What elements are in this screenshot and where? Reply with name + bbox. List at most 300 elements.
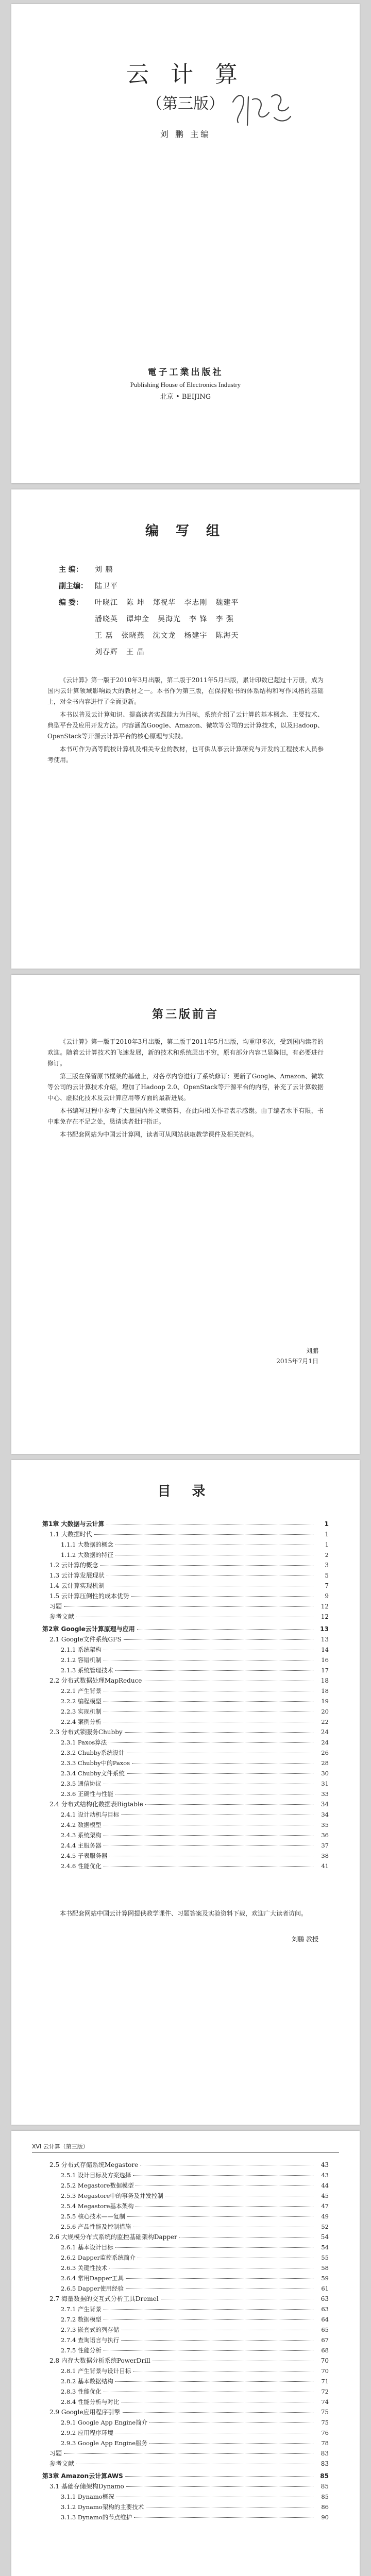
- toc-entry-page: 75: [321, 2419, 329, 2426]
- committee-member: 刘 鹏: [95, 566, 113, 574]
- toc-entry-page: 26: [321, 1749, 329, 1756]
- publisher-block: [11, 365, 360, 401]
- committee-member: 陈 坤: [126, 599, 145, 607]
- toc-entry-label: 2.7.4 查询语言与执行: [61, 2336, 120, 2344]
- toc-entry[interactable]: [42, 2428, 329, 2438]
- toc-leader-dots: [100, 1565, 313, 1566]
- toc-entry-page: 85: [321, 2483, 329, 2490]
- toc-entry-page: 35: [321, 1821, 329, 1828]
- toc-entry-page: 71: [321, 2378, 329, 2385]
- toc-entry-page: 83: [321, 2460, 329, 2467]
- toc-leader-dots: [104, 1835, 313, 1836]
- toc-entry[interactable]: [42, 1686, 329, 1696]
- toc-chapter[interactable]: [42, 1624, 329, 1634]
- toc-entry-label: 2.4.1 设计动机与目标: [61, 1811, 120, 1818]
- toc-entry[interactable]: [42, 2325, 329, 2335]
- toc-entry-page: 63: [321, 2295, 329, 2302]
- toc-entry-label: 2.8.3 性能优化: [61, 2388, 102, 2395]
- toc-entry-page: 65: [321, 2326, 329, 2333]
- toc-entry-page: 33: [321, 1790, 329, 1798]
- toc-leader-dots: [149, 2422, 313, 2423]
- toc-entry-page: 17: [321, 1667, 329, 1674]
- toc-entry-label: 第3章 Amazon云计算AWS: [42, 2472, 123, 2480]
- toc-entry[interactable]: [42, 2273, 329, 2283]
- toc-entry-label: 2.1.2 容错机制: [61, 1656, 102, 1664]
- toc-leader-dots: [94, 1534, 313, 1535]
- toc-entry-page: 1: [325, 1541, 329, 1548]
- toc-entry-page: 74: [321, 2398, 329, 2405]
- toc-entry-label: 2.8.4 性能分析与对比: [61, 2398, 120, 2405]
- toc-entry-page: 41: [321, 1862, 329, 1870]
- toc-entry[interactable]: [42, 2294, 329, 2304]
- toc-entry[interactable]: [42, 2397, 329, 2407]
- toc-entry-label: 参考文献: [49, 1613, 75, 1620]
- toc-entry-label: 2.3.4 Chubby文件系统: [61, 1770, 125, 1777]
- toc-sign: 刘鹏 教授: [292, 1936, 318, 1943]
- committee-role: 编 委：: [59, 599, 83, 607]
- paragraph: 本书可作为高等院校计算机及相关专业的教材，也可供从事云计算研究与开发的工程技术人员参考使用。: [47, 745, 324, 764]
- toc-entry[interactable]: [42, 1581, 329, 1591]
- toc-entry[interactable]: [42, 2263, 329, 2273]
- toc-entry[interactable]: [42, 2335, 329, 2345]
- committee-member: 张晓燕: [121, 632, 145, 640]
- toc-entry-page: 22: [321, 1718, 329, 1725]
- toc-entry-label: 2.8 内存大数据分析系统PowerDrill: [49, 2357, 150, 2364]
- toc-entry[interactable]: [42, 2459, 329, 2469]
- toc-leader-dots: [104, 2309, 313, 2310]
- committee-row: [59, 628, 327, 644]
- toc-entry-label: 1.1.1 大数据的概念: [61, 1541, 113, 1548]
- running-head: XVI 云计算（第三版）: [32, 2142, 339, 2153]
- toc-entry-label: 2.9.2 应用程序环境: [61, 2429, 113, 2436]
- paragraph: 第三版在保留原书框架的基础上，对各章内容进行了系统修订：更新了Google、Amazon、微软等公司的云计算技术介绍，增加了Hadoop 2.0、OpenStack等开源平台的内容，补充了云计算数据中心、虚拟化技术及云计算应用等方面的最新进展。: [47, 1073, 324, 1101]
- toc-entry-page: 47: [321, 2202, 329, 2210]
- committee-member: 李志刚: [184, 599, 208, 607]
- toc-entry-page: 12: [321, 1603, 329, 1610]
- committee-row: [59, 578, 327, 595]
- toc-entry[interactable]: [42, 2417, 329, 2428]
- toc-entry-page: 13: [320, 1625, 329, 1633]
- committee-member: 魏建平: [215, 599, 239, 607]
- toc-entry-label: 2.7.5 性能分析: [61, 2347, 102, 2354]
- toc-entry-page: 55: [321, 2254, 329, 2261]
- toc-entry-label: 2.5 分布式存储系统Megastore: [49, 2161, 139, 2168]
- toc-entry[interactable]: [42, 1539, 329, 1550]
- toc-entry-page: 90: [321, 2514, 329, 2521]
- committee-member: 叶晓江: [95, 599, 118, 607]
- toc-entry-page: 34: [321, 1801, 329, 1808]
- toc-entry-page: 12: [321, 1613, 329, 1620]
- toc-entry-label: 1.2 云计算的概念: [49, 1562, 98, 1569]
- toc-entry[interactable]: [42, 2191, 329, 2201]
- toc-entry[interactable]: [42, 1830, 329, 1840]
- toc-entry-page: 13: [321, 1636, 329, 1643]
- toc-entry-page: 1: [325, 1531, 329, 1538]
- toc-entry-label: 2.7.3 嵌套式的列存储: [61, 2326, 120, 2333]
- toc-leader-dots: [134, 2517, 313, 2518]
- toc-entry-label: 3.1 基础存储架构Dynamo: [49, 2483, 124, 2490]
- toc-entry-page: 61: [321, 2285, 329, 2292]
- toc-entry[interactable]: [42, 1717, 329, 1727]
- toc-leader-dots: [107, 1575, 313, 1576]
- toc-entry-label: 2.2.1 产生背景: [61, 1687, 102, 1694]
- toc-entry-page: 83: [321, 2450, 329, 2457]
- toc-entry-page: 85: [321, 2493, 329, 2500]
- toc-entry-label: 1.1.2 大数据的特征: [61, 1551, 113, 1558]
- committee-list: [59, 562, 327, 660]
- toc-entry-page: 54: [321, 2233, 329, 2241]
- book-edition: （第三版）: [147, 95, 224, 113]
- toc-entry-label: 2.4.6 性能优化: [61, 1862, 102, 1870]
- committee-role: [59, 611, 95, 628]
- toc-leader-dots: [121, 2340, 313, 2341]
- toc-entry[interactable]: [42, 1727, 329, 1737]
- toc-entry[interactable]: [42, 1570, 329, 1581]
- preface-sign-date: 2015年7月1日: [276, 1358, 318, 1365]
- publisher-city: 北京 • BEIJING: [160, 393, 211, 401]
- toc-entry-label: 2.5.4 Megastore基本架构: [61, 2202, 134, 2210]
- preface-title: 第三版前言: [151, 1008, 219, 1021]
- toc-entry-label: 2.3 分布式锁服务Chubby: [49, 1728, 123, 1736]
- committee-member: 沈文龙: [153, 632, 176, 640]
- toc-chapter[interactable]: [42, 2471, 329, 2481]
- toc-entry[interactable]: [42, 1706, 329, 1717]
- toc-entry[interactable]: [42, 2160, 329, 2170]
- toc-entry-label: 第1章 大数据与云计算: [42, 1520, 105, 1528]
- preface-signature: [276, 1346, 318, 1366]
- toc-entry-page: 59: [321, 2275, 329, 2282]
- toc-entry-label: 2.2.3 实现机制: [61, 1708, 102, 1715]
- toc-leader-dots: [179, 2237, 313, 2238]
- toc-entry[interactable]: [42, 1645, 329, 1655]
- book-title: 云 计 算: [126, 61, 245, 88]
- toc-leader-dots: [145, 1804, 313, 1805]
- toc-entry-label: 1.3 云计算发展现状: [49, 1572, 105, 1579]
- toc-entry[interactable]: [42, 2512, 329, 2522]
- toc-entry-label: 2.9.3 Google App Engine服务: [61, 2439, 148, 2447]
- toc-title: 目 录: [157, 1484, 214, 1499]
- toc-entry-label: 2.7.1 产生背景: [61, 2306, 102, 2313]
- committee-names: [95, 578, 327, 595]
- paragraph: 本书配套网站为中国云计算网，读者可从网站获取教学课件及相关资料。: [60, 1131, 258, 1138]
- toc-entry[interactable]: [42, 1675, 329, 1686]
- toc-entry-label: 2.5.5 核心技术——复制: [61, 2213, 125, 2220]
- toc-page-2: [11, 2131, 360, 2576]
- toc-entry-page: 20: [321, 1708, 329, 1715]
- toc-entry[interactable]: [42, 2222, 329, 2232]
- toc-entry-page: 86: [321, 2503, 329, 2511]
- committee-member: 王 晶: [126, 648, 145, 656]
- toc-leader-dots: [127, 1773, 313, 1774]
- toc-entry[interactable]: [42, 1840, 329, 1851]
- toc-entry-page: 5: [325, 1572, 329, 1579]
- committee-title: 编 写 组: [145, 523, 226, 539]
- committee-row: [59, 644, 327, 660]
- toc-leader-dots: [124, 1639, 313, 1640]
- committee-names: [95, 628, 327, 644]
- toc-entry[interactable]: [42, 2492, 329, 2502]
- toc-entry[interactable]: [42, 2345, 329, 2355]
- toc-entry-label: 1.4 云计算实现机制: [49, 1582, 105, 1589]
- toc-entry[interactable]: [42, 2180, 329, 2191]
- committee-role: [59, 644, 95, 660]
- toc-entry[interactable]: [42, 1809, 329, 1820]
- toc-entry-label: 2.6.1 基本设计目标: [61, 2244, 113, 2251]
- toc-entry[interactable]: [42, 2438, 329, 2448]
- toc-entry[interactable]: [42, 1861, 329, 1871]
- toc-entry-label: 习题: [49, 1603, 62, 1610]
- toc-entry-label: 2.5.3 Megastore中的事务及并发控制: [61, 2192, 163, 2199]
- toc-entry-page: 70: [321, 2367, 329, 2375]
- toc-entry-label: 2.6.4 常用Dapper工具: [61, 2275, 124, 2282]
- toc-entry[interactable]: [42, 1665, 329, 1675]
- toc-entry[interactable]: [42, 1851, 329, 1861]
- committee-member: 李 强: [215, 615, 234, 623]
- toc-entry[interactable]: [42, 1612, 329, 1622]
- committee-member: 王 磊: [95, 632, 113, 640]
- toc-entry-label: 3.1.1 Dynamo概况: [61, 2493, 114, 2500]
- toc-entry-page: 36: [321, 1832, 329, 1839]
- toc-entry-label: 2.2.2 编程模型: [61, 1698, 102, 1705]
- toc-entry-label: 2.2 分布式数据处理MapReduce: [49, 1677, 142, 1684]
- toc-leader-dots: [64, 2453, 313, 2454]
- toc-leader-dots: [104, 1701, 313, 1702]
- toc-leader-dots: [104, 2319, 313, 2320]
- toc-entry[interactable]: [42, 1529, 329, 1539]
- committee-member: 郑祝华: [153, 599, 176, 607]
- toc-entry-page: 31: [321, 1780, 329, 1787]
- toc-entry-page: 45: [321, 2192, 329, 2199]
- toc-entry-label: 习题: [49, 2450, 62, 2457]
- toc-entry-label: 2.5.2 Megastore数据模型: [61, 2182, 134, 2189]
- toc-entry-page: 34: [321, 1811, 329, 1818]
- toc-entry-page: 14: [321, 1646, 329, 1653]
- toc-note: 本书配套网站中国云计算网提供教学课件、习题答案及实验资料下载，欢迎广大读者访问。: [60, 1910, 308, 1917]
- toc-entry-label: 2.3.6 正确性与性能: [61, 1790, 113, 1798]
- toc-entry-page: 24: [321, 1728, 329, 1736]
- toc-entry-label: 1.5 云计算压倒性的成本优势: [49, 1592, 129, 1600]
- toc-entry-label: 2.3.2 Chubby系统设计: [61, 1749, 125, 1756]
- committee-page: [11, 489, 360, 969]
- toc-leader-dots: [109, 1742, 313, 1743]
- preface-text: [47, 1037, 324, 1142]
- toc-entry-page: 19: [321, 1698, 329, 1705]
- toc-entry[interactable]: [42, 2252, 329, 2263]
- toc-entry-label: 2.1.3 系统管理技术: [61, 1667, 113, 1674]
- toc-entry-page: 18: [321, 1687, 329, 1694]
- toc-entry-page: 78: [321, 2439, 329, 2447]
- committee-member: 李 锋: [189, 615, 208, 623]
- toc-entry-label: 3.1.2 Dynamo架构的主要技术: [61, 2503, 144, 2511]
- toc-entry-label: 2.6.2 Dapper监控系统简介: [61, 2254, 136, 2261]
- toc-entry-label: 2.4.4 主服务器: [61, 1842, 102, 1849]
- toc-entry[interactable]: [42, 2283, 329, 2294]
- toc-page-1: [11, 1460, 360, 2125]
- toc-entry-label: 2.5.6 产品性能及控制措施: [61, 2223, 131, 2230]
- toc-entry-page: 67: [321, 2336, 329, 2344]
- toc-list-1: [42, 1517, 329, 1871]
- book-author: 刘 鹏 主编: [160, 129, 211, 139]
- toc-entry-label: 2.4.2 数据模型: [61, 1821, 102, 1828]
- toc-leader-dots: [125, 2476, 313, 2477]
- toc-entry-page: 30: [321, 1770, 329, 1777]
- handwritten-signature: [228, 81, 295, 133]
- committee-role: 副主编：: [59, 582, 88, 590]
- committee-intro-text: [47, 675, 324, 768]
- toc-entry-label: 2.1.1 系统架构: [61, 1646, 102, 1653]
- toc-leader-dots: [126, 2486, 313, 2487]
- toc-entry-page: 37: [321, 1842, 329, 1849]
- toc-entry-page: 49: [321, 2213, 329, 2220]
- toc-entry-label: 2.1 Google文件系统GFS: [49, 1636, 122, 1643]
- toc-leader-dots: [127, 2216, 313, 2217]
- publisher-name-en: Publishing House of Electronics Industry: [130, 381, 241, 388]
- committee-names: [95, 611, 327, 628]
- toc-entry-label: 2.6.3 关键性技术: [61, 2264, 108, 2272]
- committee-member: 谭坤金: [126, 615, 149, 623]
- committee-names: [95, 644, 327, 660]
- toc-entry[interactable]: [42, 2407, 329, 2417]
- toc-entry[interactable]: [42, 2314, 329, 2325]
- toc-entry[interactable]: [42, 2502, 329, 2512]
- committee-member: 陆卫平: [95, 582, 118, 590]
- toc-list-2: [42, 2160, 329, 2522]
- toc-entry-page: 70: [321, 2357, 329, 2364]
- toc-entry[interactable]: [42, 1737, 329, 1748]
- toc-entry[interactable]: [42, 2448, 329, 2459]
- toc-entry-page: 3: [325, 1562, 329, 1569]
- toc-entry-label: 第2章 Google云计算原理与应用: [42, 1625, 135, 1633]
- toc-entry[interactable]: [42, 1560, 329, 1570]
- toc-entry[interactable]: [42, 1655, 329, 1665]
- toc-entry-page: 28: [321, 1759, 329, 1767]
- toc-entry[interactable]: [42, 1789, 329, 1799]
- toc-entry[interactable]: [42, 1591, 329, 1601]
- toc-entry-label: 3.1.3 Dynamo的节点维护: [61, 2514, 132, 2521]
- toc-entry[interactable]: [42, 1778, 329, 1789]
- toc-leader-dots: [115, 1670, 313, 1671]
- paragraph: 《云计算》第一版于2010年3月出版，第二版于2011年5月出版，均重印多次，受到国内读者的欢迎。随着云计算技术的飞速发展，新的技术和系统层出不穷，原有部分内容已显陈旧，有必要进行修订。: [47, 1038, 324, 1067]
- toc-leader-dots: [64, 1606, 313, 1607]
- toc-entry-page: 68: [321, 2347, 329, 2354]
- toc-leader-dots: [123, 2412, 313, 2413]
- toc-entry-label: 2.5.1 设计目标及方案选择: [61, 2172, 131, 2179]
- paragraph: 本书编写过程中参考了大量国内外文献资料，在此向相关作者表示感谢。由于编者水平有限，书中难免存在不足之处，恳请读者批评指正。: [47, 1107, 324, 1125]
- toc-entry-page: 58: [321, 2264, 329, 2272]
- toc-entry-label: 2.6 大规模分布式系统的监控基础架构Dapper: [49, 2233, 177, 2241]
- toc-entry[interactable]: [42, 2201, 329, 2211]
- toc-entry[interactable]: [42, 2211, 329, 2222]
- toc-leader-dots: [149, 2443, 313, 2444]
- committee-row: [59, 562, 327, 578]
- toc-leader-dots: [137, 1629, 313, 1630]
- toc-entry-page: 43: [321, 2161, 329, 2168]
- toc-entry[interactable]: [42, 2232, 329, 2242]
- toc-entry[interactable]: [42, 1550, 329, 1560]
- toc-entry-label: 2.7 海量数据的交互式分析工具Dremel: [49, 2295, 159, 2302]
- toc-entry-label: 2.3.1 Paxos算法: [61, 1739, 107, 1746]
- committee-member: 吴海光: [158, 615, 181, 623]
- toc-leader-dots: [104, 1866, 313, 1867]
- toc-entry-page: 9: [325, 1592, 329, 1600]
- toc-entry-page: 54: [321, 2244, 329, 2251]
- toc-entry[interactable]: [42, 1758, 329, 1768]
- toc-entry-label: 2.8.2 基本数据结构: [61, 2378, 113, 2385]
- toc-entry-label: 1.1 大数据时代: [49, 1531, 92, 1538]
- toc-entry-label: 2.7.2 数据模型: [61, 2316, 102, 2323]
- toc-entry[interactable]: [42, 2170, 329, 2180]
- toc-entry-label: 2.9 Google应用程序引擎: [49, 2409, 121, 2416]
- toc-leader-dots: [104, 1711, 313, 1712]
- toc-entry[interactable]: [42, 2242, 329, 2252]
- toc-entry-page: 75: [321, 2409, 329, 2416]
- toc-entry[interactable]: [42, 2304, 329, 2314]
- preface-page: [11, 975, 360, 1454]
- toc-entry-page: 64: [321, 2316, 329, 2323]
- toc-entry[interactable]: [42, 1634, 329, 1645]
- toc-entry-label: 2.2.4 案例分析: [61, 1718, 102, 1725]
- committee-role: [59, 628, 95, 644]
- toc-entry-page: 76: [321, 2429, 329, 2436]
- toc-entry-page: 1: [324, 1520, 329, 1528]
- toc-entry[interactable]: [42, 2386, 329, 2397]
- toc-leader-dots: [136, 2185, 313, 2186]
- toc-entry-label: 2.6.5 Dapper使用经验: [61, 2285, 124, 2292]
- toc-entry-page: 85: [320, 2472, 329, 2480]
- toc-entry-label: 2.4.5 子表服务器: [61, 1852, 108, 1859]
- toc-entry-page: 38: [321, 1852, 329, 1859]
- toc-entry-page: 2: [325, 1551, 329, 1558]
- toc-entry-page: 63: [321, 2306, 329, 2313]
- toc-entry-page: 43: [321, 2172, 329, 2179]
- committee-names: [95, 562, 327, 578]
- committee-names: [95, 595, 327, 611]
- toc-chapter[interactable]: [42, 1519, 329, 1529]
- toc-entry-page: 72: [321, 2388, 329, 2395]
- toc-entry[interactable]: [42, 2481, 329, 2492]
- toc-entry[interactable]: [42, 1696, 329, 1706]
- toc-leader-dots: [115, 2247, 313, 2248]
- committee-member: 潘晓英: [95, 615, 118, 623]
- toc-entry[interactable]: [42, 2366, 329, 2376]
- title-page: [11, 4, 360, 483]
- toc-leader-dots: [133, 2175, 313, 2176]
- toc-entry-page: 16: [321, 1656, 329, 1664]
- toc-leader-dots: [104, 2350, 313, 2351]
- toc-entry[interactable]: [42, 1820, 329, 1830]
- toc-entry[interactable]: [42, 1768, 329, 1778]
- toc-entry-label: 2.3.5 通信协议: [61, 1780, 102, 1787]
- committee-row: [59, 611, 327, 628]
- toc-leader-dots: [126, 2278, 313, 2279]
- toc-entry[interactable]: [42, 1601, 329, 1612]
- toc-leader-dots: [136, 2206, 313, 2207]
- toc-leader-dots: [104, 1845, 313, 1846]
- toc-entry[interactable]: [42, 1748, 329, 1758]
- committee-member: 陈海天: [215, 632, 239, 640]
- toc-entry[interactable]: [42, 2355, 329, 2366]
- toc-leader-dots: [131, 1596, 313, 1597]
- toc-entry[interactable]: [42, 2376, 329, 2386]
- toc-entry-label: 2.4 分布式结构化数据表Bigtable: [49, 1801, 143, 1808]
- toc-entry-page: 18: [321, 1677, 329, 1684]
- toc-entry-label: 2.3.3 Chubby中的Paxos: [61, 1759, 130, 1767]
- toc-entry-label: 参考文献: [49, 2460, 75, 2467]
- publisher-name-cn: 電子工業出版社: [147, 367, 224, 378]
- committee-member: 杨建宇: [184, 632, 208, 640]
- toc-leader-dots: [125, 1732, 313, 1733]
- toc-entry[interactable]: [42, 1799, 329, 1809]
